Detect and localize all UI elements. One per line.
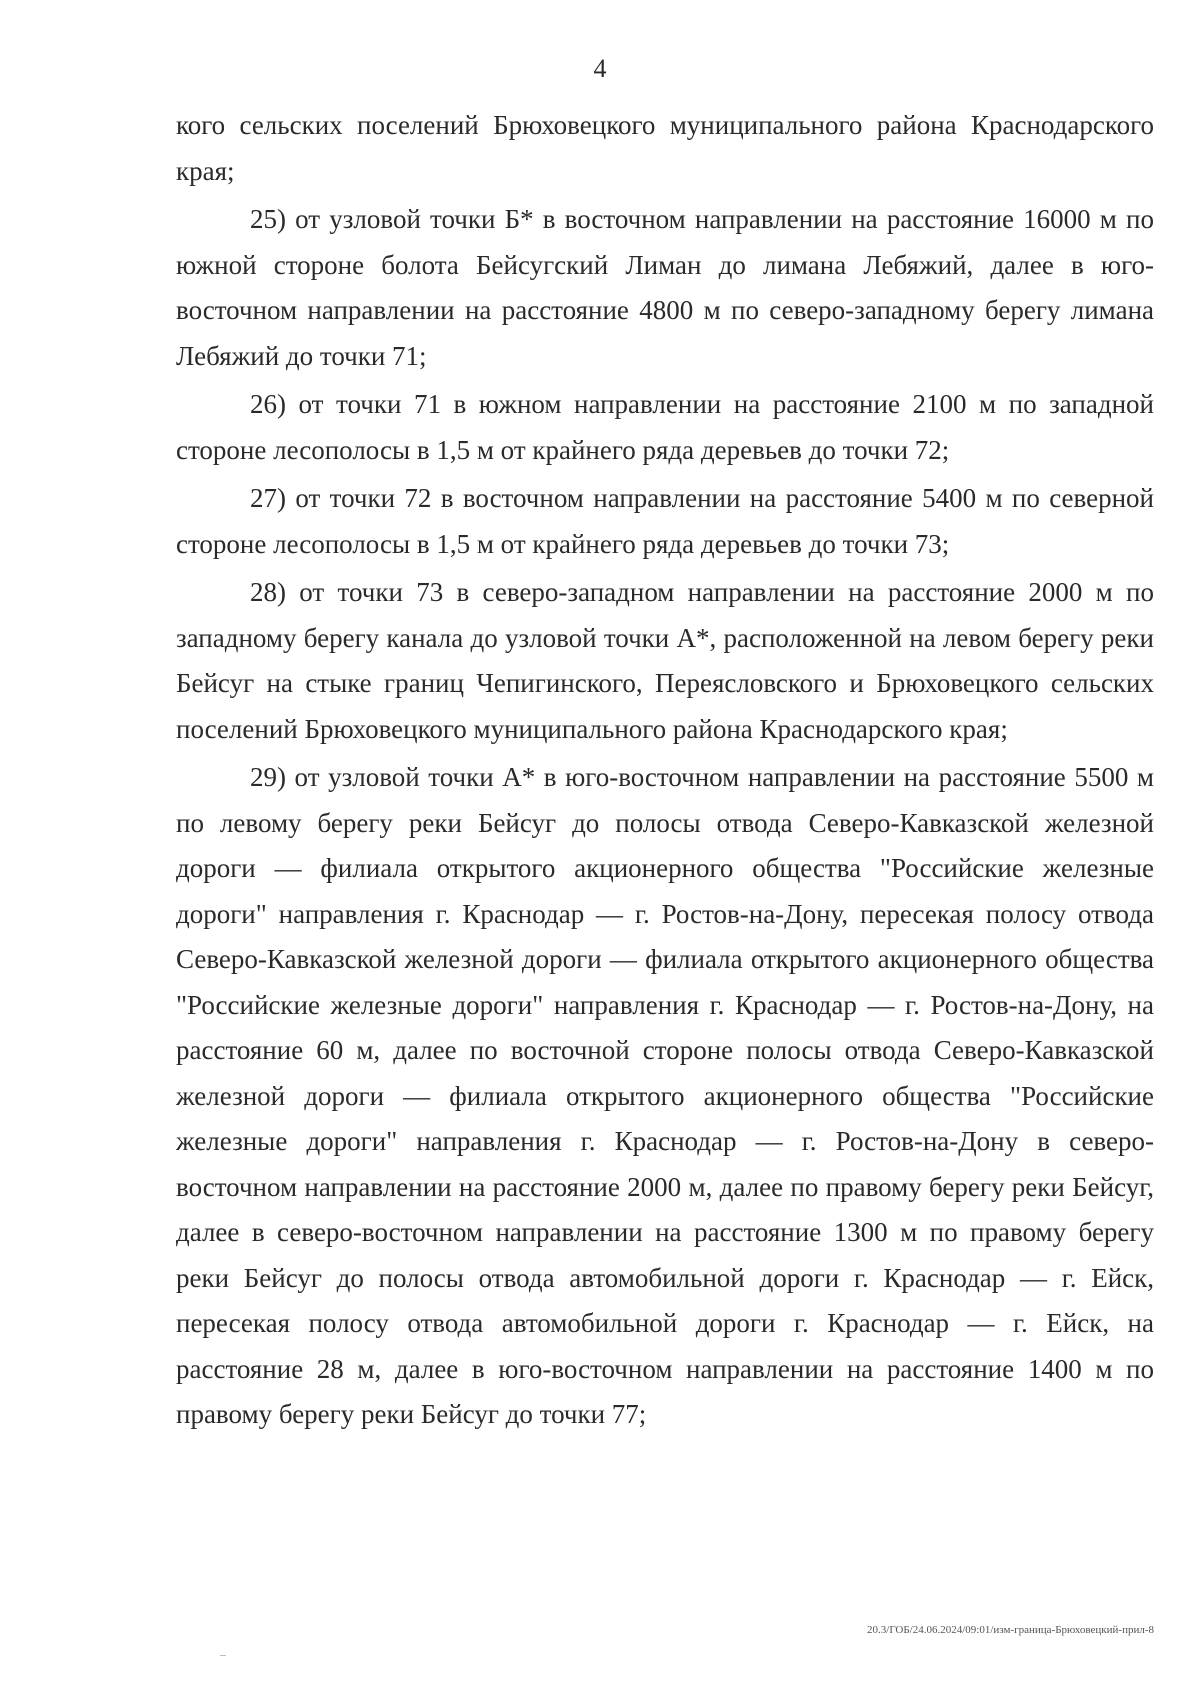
document-body xyxy=(176,103,1154,1441)
paragraph-continuation: кого сельских поселений Брюховецкого муниципального района Краснодарского края; xyxy=(176,110,1154,186)
paragraph-item-25: 25) от узловой точки Б* в восточном направлении на расстояние 16000 м по южной стороне болота Бейсугский Лиман до лимана Лебяжий, далее в юго-восточном направлении на расстояние 4800 м по северо-западному берегу лимана Лебяжий до точки 71; xyxy=(176,204,1154,371)
page-number: 4 xyxy=(593,54,607,83)
paragraph-item-26: 26) от точки 71 в южном направлении на расстояние 2100 м по западной стороне лесополосы в 1,5 м от крайнего ряда деревьев до точки 72; xyxy=(176,389,1154,465)
scan-artifact xyxy=(220,1655,226,1656)
document-footer-reference: 20.3/ГОБ/24.06.2024/09:01/изм-граница-Брюховецкий-прил-8 xyxy=(867,1624,1154,1636)
paragraph-item-29: 29) от узловой точки А* в юго-восточном направлении на расстояние 5500 м по левому берегу реки Бейсуг до полосы отвода Северо-Кавказской железной дороги — филиала открытого акционерного общества "Российские железные дороги" направления г. Краснодар — г. Ростов-на-Дону, пересекая полосу отвода Северо-Кавказской железной дороги — филиала открытого акционерного общества "Российские железные дороги" направления г. Краснодар — г. Ростов-на-Дону, на расстояние 60 м, далее по восточной стороне полосы отвода Северо-Кавказской железной дороги — филиала открытого акционерного общества "Российские железные дороги" направления г. Краснодар — г. Ростов-на-Дону в северо-восточном направлении на расстояние 2000 м, далее по правому берегу реки Бейсуг, далее в северо-восточном направлении на расстояние 1300 м по правому берегу реки Бейсуг до полосы отвода автомобильной дороги г. Краснодар — г. Ейск, пересекая полосу отвода автомобильной дороги г. Краснодар — г. Ейск, на расстояние 28 м, далее в юго-восточном направлении на расстояние 1400 м по правому берегу реки Бейсуг до точки 77; xyxy=(176,762,1154,1429)
paragraph-item-27: 27) от точки 72 в восточном направлении на расстояние 5400 м по северной стороне лесополосы в 1,5 м от крайнего ряда деревьев до точки 73; xyxy=(176,483,1154,559)
paragraph-item-28: 28) от точки 73 в северо-западном направлении на расстояние 2000 м по западному берегу канала до узловой точки А*, расположенной на левом берегу реки Бейсуг на стыке границ Чепигинского, Переясловского и Брюховецкого сельских поселений Брюховецкого муниципального района Краснодарского края; xyxy=(176,577,1154,744)
